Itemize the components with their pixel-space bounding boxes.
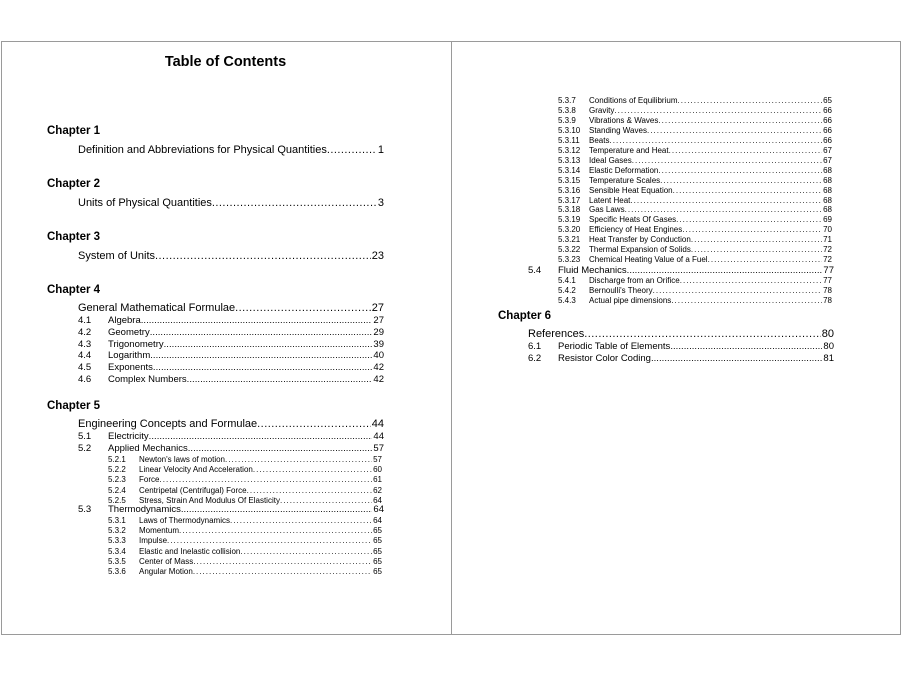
entry-number: 5.3.10: [558, 125, 581, 135]
entry-number: 4.5: [78, 362, 92, 374]
entry-number: 4.6: [78, 374, 92, 385]
dot-leader: [193, 567, 372, 577]
entry-title: Definition and Abbreviations for Physical Quantities: [78, 144, 327, 156]
entry-title: References: [528, 328, 585, 340]
dot-leader: [680, 276, 822, 286]
entry-number: 5.3.2: [108, 526, 126, 536]
toc-subsection-entry[interactable]: [558, 146, 832, 156]
entry-page-number: 69: [823, 215, 832, 225]
dot-leader: [658, 116, 822, 126]
entry-title: Actual pipe dimensions: [589, 296, 672, 305]
dot-leader: [179, 526, 372, 536]
entry-page-number: 68: [823, 165, 832, 175]
entry-page-number: 64: [373, 516, 382, 525]
entry-number: 5.3.3: [108, 536, 126, 546]
entry-number: 6.1: [528, 341, 542, 352]
entry-page-number: 68: [823, 205, 832, 215]
dot-leader: [141, 315, 373, 327]
entry-page-number: 72: [823, 245, 832, 255]
entry-title: Applied Mechanics: [108, 443, 188, 454]
toc-section-entry[interactable]: [528, 353, 834, 365]
entry-page-number: 66: [823, 125, 832, 135]
dot-leader: [678, 96, 823, 106]
entry-title: Discharge from an Orifice: [589, 276, 680, 285]
toc-section-entry[interactable]: [78, 362, 384, 374]
toc-subsection-entry[interactable]: [108, 557, 382, 567]
entry-title: Fluid Mechanics: [558, 265, 627, 276]
entry-title: Thermal Expansion of Solids: [589, 245, 691, 255]
dot-leader: [708, 255, 823, 265]
chapter-heading: Chapter 4: [47, 284, 101, 296]
entry-number: 5.3.17: [558, 195, 581, 205]
entry-number: 5.3.23: [558, 255, 581, 265]
toc-subsection-entry[interactable]: [108, 486, 382, 496]
dot-leader: [193, 557, 372, 567]
entry-page-number: 1: [377, 144, 384, 156]
toc-subsection-entry[interactable]: [558, 126, 832, 136]
dot-leader: [188, 443, 373, 455]
entry-page-number: 64: [373, 495, 382, 505]
entry-page-number: 65: [373, 556, 382, 566]
entry-page-number: 77: [823, 276, 832, 285]
entry-number: 5.4.2: [558, 286, 576, 295]
entry-title: Sensible Heat Equation: [589, 185, 673, 195]
toc-subsection-entry[interactable]: [558, 116, 832, 126]
entry-title: Complex Numbers: [108, 374, 187, 385]
entry-number: 5.3.19: [558, 215, 581, 225]
entry-number: 5.2.5: [108, 495, 126, 505]
dot-leader: [155, 250, 371, 263]
entry-title: General Mathematical Formulae: [78, 302, 236, 314]
toc-section-entry[interactable]: [78, 504, 384, 516]
entry-title: Gas Laws: [589, 205, 625, 215]
toc-subsection-entry[interactable]: [558, 235, 832, 245]
entry-page-number: 23: [371, 250, 384, 262]
entry-number: 5.3.16: [558, 185, 581, 195]
toc-chapter-entry[interactable]: [78, 144, 384, 157]
entry-number: 5.2.3: [108, 475, 126, 485]
dot-leader: [671, 296, 822, 306]
entry-page-number: 65: [373, 526, 382, 536]
dot-leader: [584, 328, 820, 341]
dot-leader: [653, 286, 822, 296]
entry-page-number: 67: [823, 155, 832, 165]
entry-page-number: 71: [823, 235, 832, 245]
entry-page-number: 78: [823, 296, 832, 305]
entry-number: 5.3.14: [558, 165, 581, 175]
entry-title: Specific Heats Of Gases: [589, 215, 677, 225]
entry-title: Geometry: [108, 326, 150, 338]
toc-section-entry[interactable]: [78, 443, 384, 455]
dot-leader: [669, 146, 822, 156]
toc-subsection-entry[interactable]: [558, 205, 832, 215]
entry-number: 5.3.20: [558, 225, 581, 235]
entry-page-number: 44: [371, 418, 384, 430]
entry-number: 5.4: [528, 265, 542, 276]
entry-page-number: 60: [373, 465, 382, 475]
toc-subsection-entry[interactable]: [558, 166, 832, 176]
chapter-heading: Chapter 1: [47, 125, 101, 137]
entry-page-number: 66: [823, 115, 832, 125]
entry-page-number: 81: [823, 352, 834, 364]
toc-section-entry[interactable]: [78, 431, 384, 443]
toc-subsection-entry[interactable]: [558, 215, 832, 225]
toc-subsection-entry[interactable]: [558, 286, 832, 296]
entry-title: Periodic Table of Elements: [558, 341, 671, 352]
entry-title: Resistor Color Coding: [558, 352, 651, 364]
entry-number: 5.3.15: [558, 175, 581, 185]
dot-leader: [164, 339, 373, 351]
dot-leader: [691, 235, 822, 245]
entry-title: Bernoulli's Theory: [589, 286, 653, 295]
toc-chapter-entry[interactable]: [528, 328, 834, 341]
entry-number: 5.4.1: [558, 276, 576, 285]
entry-page-number: 72: [823, 255, 832, 265]
entry-number: 5.3.5: [108, 556, 126, 566]
dot-leader: [240, 547, 372, 557]
chapter-heading: Chapter 6: [498, 310, 552, 322]
entry-number: 6.2: [528, 352, 542, 364]
dot-leader: [247, 486, 372, 496]
entry-page-number: 39: [373, 338, 384, 350]
toc-section-entry[interactable]: [528, 341, 834, 353]
entry-page-number: 27: [371, 302, 384, 314]
entry-page-number: 27: [373, 315, 384, 326]
dot-leader: [651, 353, 822, 365]
dot-leader: [625, 205, 823, 215]
entry-title: Electricity: [108, 431, 149, 442]
entry-page-number: 65: [823, 96, 832, 105]
dot-leader: [230, 516, 372, 526]
entry-page-number: 42: [373, 374, 384, 385]
entry-number: 5.3.8: [558, 105, 576, 115]
entry-page-number: 65: [373, 567, 382, 576]
entry-page-number: 68: [823, 175, 832, 185]
dot-leader: [167, 536, 372, 546]
toc-subsection-entry[interactable]: [558, 225, 832, 235]
toc-subsection-entry[interactable]: [558, 156, 832, 166]
toc-chapter-entry[interactable]: [78, 302, 384, 315]
entry-page-number: 80: [821, 328, 834, 340]
dot-leader: [187, 374, 373, 386]
entry-number: 5.3.11: [558, 135, 580, 145]
dot-leader: [181, 504, 373, 516]
toc-subsection-entry[interactable]: [108, 567, 382, 577]
entry-title: Elastic Deformation: [589, 165, 659, 175]
toc-subsection-entry[interactable]: [558, 245, 832, 255]
entry-title: Conditions of Equilibrium: [589, 96, 678, 105]
toc-subsection-entry[interactable]: [108, 547, 382, 557]
toc-subsection-entry[interactable]: [558, 136, 832, 146]
entry-page-number: 57: [373, 455, 382, 464]
entry-page-number: 42: [373, 362, 384, 374]
dot-leader: [691, 245, 822, 255]
dot-leader: [658, 166, 822, 176]
entry-page-number: 65: [373, 536, 382, 546]
toc-subsection-entry[interactable]: [558, 176, 832, 186]
entry-title: Temperature Scales: [589, 175, 661, 185]
toc-chapter-entry[interactable]: [78, 418, 384, 431]
entry-title: Elastic and Inelastic collision: [139, 546, 241, 556]
toc-subsection-entry[interactable]: [108, 536, 382, 546]
entry-title: Temperature and Heat: [589, 145, 669, 155]
entry-page-number: 62: [373, 485, 382, 495]
entry-title: Impulse: [139, 536, 168, 546]
entry-number: 5.3.6: [108, 567, 126, 576]
toc-section-entry[interactable]: [78, 327, 384, 339]
toc-subsection-entry[interactable]: [108, 455, 382, 465]
dot-leader: [159, 475, 372, 485]
entry-number: 5.2.4: [108, 485, 126, 495]
entry-title: Chemical Heating Value of a Fuel: [589, 255, 708, 265]
entry-title: Latent Heat: [589, 195, 631, 205]
entry-page-number: 66: [823, 135, 832, 145]
dot-leader: [673, 186, 822, 196]
entry-title: Units of Physical Quantities: [78, 197, 212, 209]
entry-number: 4.4: [78, 350, 92, 362]
entry-number: 5.3: [78, 504, 92, 515]
entry-title: Linear Velocity And Acceleration: [139, 465, 253, 475]
dot-leader: [235, 302, 371, 315]
entry-number: 5.3.1: [108, 516, 126, 525]
entry-title: Momentum: [139, 526, 180, 536]
toc-section-entry[interactable]: [78, 315, 384, 327]
toc-section-entry[interactable]: [78, 374, 384, 386]
entry-number: 5.3.7: [558, 96, 576, 105]
entry-title: Vibrations & Waves: [589, 115, 659, 125]
dot-leader: [630, 196, 822, 206]
entry-number: 5.4.3: [558, 296, 576, 305]
entry-page-number: 57: [373, 443, 384, 454]
entry-title: Laws of Thermodynamics: [139, 516, 230, 525]
toc-subsection-entry[interactable]: [558, 106, 832, 116]
dot-leader: [614, 106, 822, 116]
toc-subsection-entry[interactable]: [558, 255, 832, 265]
entry-page-number: 44: [373, 431, 384, 442]
entry-title: Beats: [589, 135, 610, 145]
entry-title: Thermodynamics: [108, 504, 181, 515]
dot-leader: [153, 362, 373, 374]
entry-title: Centripetal (Centrifugal) Force: [139, 485, 247, 495]
toc-subsection-entry[interactable]: [558, 296, 832, 306]
entry-page-number: 68: [823, 185, 832, 195]
entry-number: 4.2: [78, 326, 92, 338]
dot-leader: [632, 156, 822, 166]
entry-number: 4.1: [78, 315, 92, 326]
dot-leader: [682, 225, 822, 235]
chapter-heading: Chapter 5: [47, 400, 101, 412]
entry-page-number: 70: [823, 225, 832, 235]
toc-chapter-entry[interactable]: [78, 250, 384, 263]
page-title: Table of Contents: [164, 54, 287, 70]
dot-leader: [647, 126, 822, 136]
chapter-heading: Chapter 3: [47, 231, 101, 243]
entry-number: 5.2.1: [108, 455, 126, 464]
dot-leader: [149, 431, 373, 443]
entry-number: 5.2: [78, 443, 92, 454]
entry-number: 5.3.22: [558, 245, 581, 255]
entry-number: 5.3.13: [558, 155, 581, 165]
entry-page-number: 78: [823, 286, 832, 295]
toc-subsection-entry[interactable]: [108, 526, 382, 536]
entry-title: System of Units: [78, 250, 156, 262]
entry-page-number: 80: [823, 341, 834, 352]
toc-subsection-entry[interactable]: [558, 96, 832, 106]
toc-subsection-entry[interactable]: [108, 475, 382, 485]
toc-section-entry[interactable]: [528, 265, 834, 277]
toc-chapter-entry[interactable]: [78, 197, 384, 210]
dot-leader: [150, 327, 373, 339]
dot-leader: [253, 465, 372, 475]
entry-number: 4.3: [78, 338, 92, 350]
toc-subsection-entry[interactable]: [558, 196, 832, 206]
entry-number: 5.3.12: [558, 145, 581, 155]
entry-title: Force: [139, 475, 160, 485]
toc-subsection-entry[interactable]: [108, 465, 382, 475]
dot-leader: [627, 265, 823, 277]
entry-title: Efficiency of Heat Engines: [589, 225, 683, 235]
entry-number: 5.2.2: [108, 465, 126, 475]
dot-leader: [150, 350, 372, 362]
entry-page-number: 77: [823, 265, 834, 276]
dot-leader: [212, 197, 377, 210]
entry-page-number: 67: [823, 145, 832, 155]
dot-leader: [660, 176, 822, 186]
entry-title: Heat Transfer by Conduction: [589, 235, 691, 245]
toc-subsection-entry[interactable]: [108, 516, 382, 526]
toc-section-entry[interactable]: [78, 339, 384, 351]
entry-page-number: 68: [823, 195, 832, 205]
entry-title: Standing Waves: [589, 125, 647, 135]
entry-page-number: 66: [823, 105, 832, 115]
entry-page-number: 29: [373, 326, 384, 338]
entry-number: 5.3.21: [558, 235, 581, 245]
dot-leader: [327, 144, 377, 157]
toc-subsection-entry[interactable]: [558, 186, 832, 196]
entry-number: 5.3.4: [108, 546, 126, 556]
entry-title: Algebra: [108, 315, 141, 326]
entry-page-number: 64: [373, 504, 384, 515]
dot-leader: [257, 418, 371, 431]
entry-title: Gravity: [589, 105, 615, 115]
dot-leader: [225, 455, 372, 465]
entry-title: Newton's laws of motion: [139, 455, 226, 464]
dot-leader: [670, 341, 822, 353]
entry-page-number: 61: [373, 475, 382, 485]
entry-title: Logarithm: [108, 350, 151, 362]
entry-title: Trigonometry: [108, 338, 164, 350]
dot-leader: [676, 215, 822, 225]
entry-page-number: 3: [377, 197, 384, 209]
entry-title: Engineering Concepts and Formulae: [78, 418, 258, 430]
entry-title: Ideal Gases: [589, 155, 632, 165]
entry-title: Exponents: [108, 362, 153, 374]
entry-number: 5.1: [78, 431, 92, 442]
toc-section-entry[interactable]: [78, 350, 384, 362]
entry-title: Center of Mass: [139, 556, 194, 566]
entry-title: Stress, Strain And Modulus Of Elasticity: [139, 495, 280, 505]
entry-title: Angular Motion: [139, 567, 193, 576]
dot-leader: [609, 136, 822, 146]
entry-number: 5.3.18: [558, 205, 581, 215]
chapter-heading: Chapter 2: [47, 178, 101, 190]
toc-subsection-entry[interactable]: [558, 276, 832, 286]
entry-number: 5.3.9: [558, 115, 576, 125]
entry-page-number: 65: [373, 546, 382, 556]
entry-page-number: 40: [373, 350, 384, 362]
